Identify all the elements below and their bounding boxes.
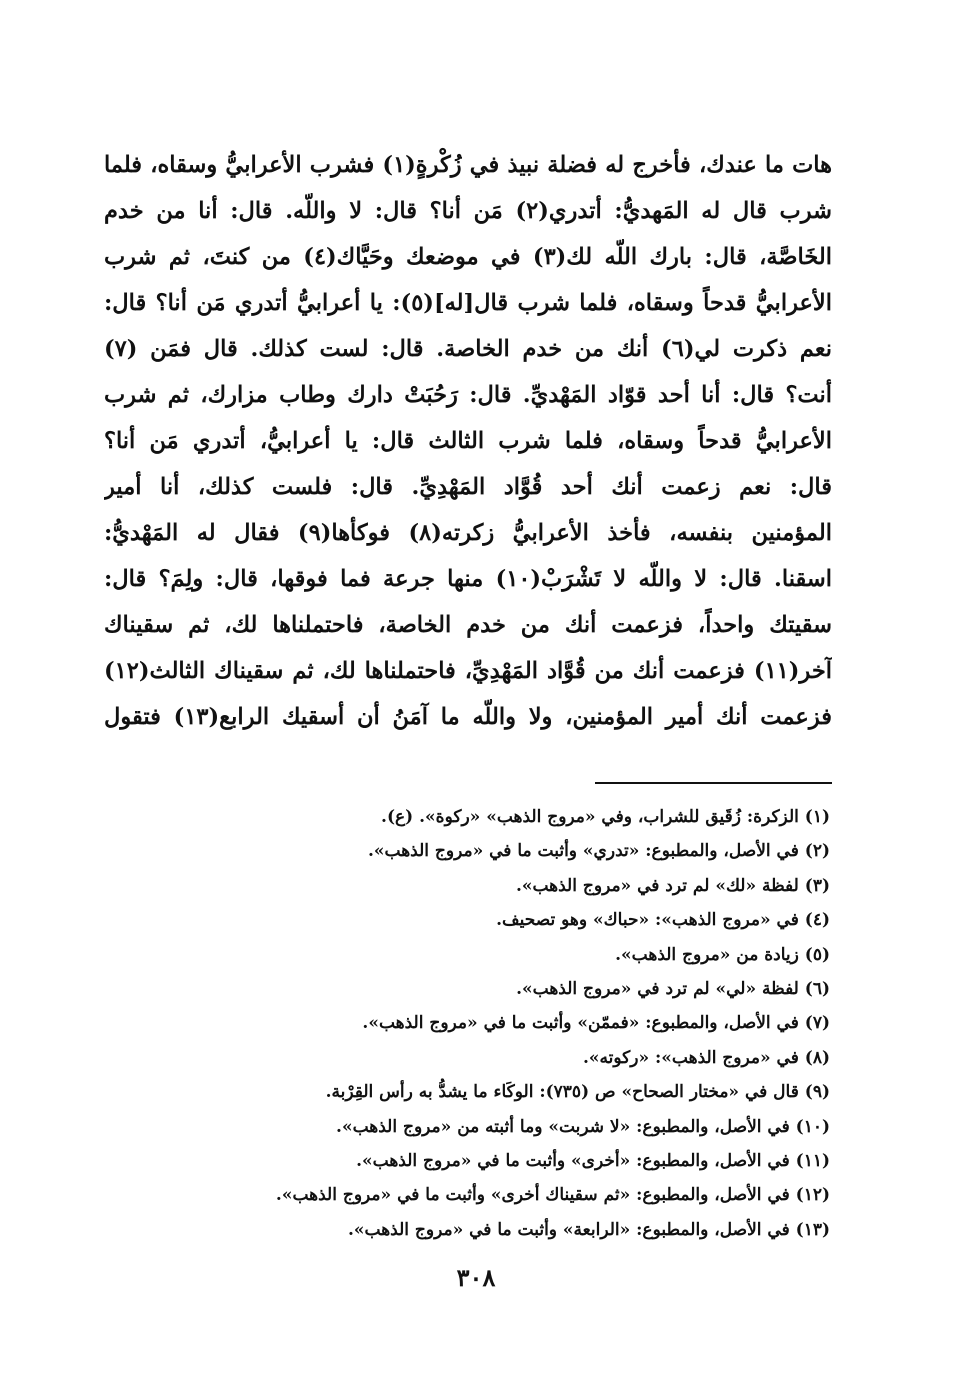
footnote-item: (١١) في الأصل، والمطبوع: «أخرى» وأثبت ما في «مروج الذهب».: [356, 1150, 830, 1171]
page-number: ٣٠٨: [456, 1263, 496, 1292]
footnote-divider: [595, 782, 832, 784]
main-text-line: أنت؟ قال: أنا أحد قوّاد المَهْديِّ. قال: رَحُبَتْ دارك وطاب مزارك، ثم شرب: [104, 382, 832, 408]
main-text-line: نعم ذكرت لي(٦) أنك من خدم الخاصة. قال: لست كذلك. قال فمَن (٧): [104, 336, 832, 362]
footnote-item: (١٢) في الأصل، والمطبوع: «ثم سقيناك أخرى» وأثبت ما في «مروج الذهب».: [275, 1185, 830, 1206]
footnote-item: (٨) في «مروج الذهب»: «ركوته».: [583, 1047, 830, 1068]
main-text-line: قال: نعم زعمت أنك أحد قُوَّاد المَهْدِيِّ. قال: فلست كذلك، أنا أمير: [104, 474, 832, 500]
footnote-item: (٧) في الأصل، والمطبوع: «فممّن» وأثبت ما في «مروج الذهب».: [362, 1013, 830, 1034]
footnote-item: (٢) في الأصل، والمطبوع: «تدري» وأثبت ما في «مروج الذهب».: [367, 841, 830, 862]
main-text-line: اسقنا. قال: لا واللّه لا تَشْرَبْ(١٠) منها جرعة فما فوقها، قال: ولِمَ؟ قال:: [104, 566, 832, 592]
main-text-line: فزعمت أنك أمير المؤمنين، ولا واللّه ما آمَنُ أن أسقيك الرابع(١٣) فتقول: [104, 704, 832, 730]
footnotes-list: [190, 800, 830, 1247]
footnote-item: (١) الزكرة: زُقَيق للشراب، وفي «مروج الذهب» «ركوة». (ع).: [381, 807, 830, 827]
main-text-line: سقيتك واحداً، فزعمت أنك من خدم الخاصة، فاحتملناها لك، ثم سقيناك: [104, 612, 832, 638]
main-text-line: هات ما عندك، فأخرج له فضلة نبيذ في زُكْرةٍ(١) فشرب الأعرابيُّ وسقاه، فلما: [104, 152, 832, 178]
main-text-block: [104, 142, 832, 740]
main-text-line: آخر(١١) فزعمت أنك من قُوَّاد المَهْدِيِّ، فاحتملناها لك، ثم سقيناك الثالث(١٢): [104, 658, 832, 684]
footnote-item: (٦) لفظة «لي» لم ترد في «مروج الذهب».: [516, 978, 830, 999]
main-text-line: الخَاصَّة، قال: بارك اللّه لك(٣) في موضعك وحَيَّاك(٤) من كنتَ، ثم شرب: [104, 244, 832, 270]
footnote-item: (١٠) في الأصل، والمطبوع: «لا شربت» وما أثبته من «مروج الذهب».: [336, 1116, 830, 1137]
footnote-item: (٩) قال في «مختار الصحاح» ص (٧٣٥): الوكَاء ما يشدُّ به رأس القِرْبة.: [325, 1082, 830, 1103]
main-text-line: شرب قال له المَهديُّ: أتدري(٢) مَن أنا؟ قال: لا واللّه. قال: أنا من خدم: [104, 198, 832, 224]
main-text-line: الأعرابيُّ قدحاً وسقاه، فلما شرب قال[له](٥): يا أعرابيُّ أتدري مَن أنا؟ قال:: [104, 290, 832, 316]
main-text-line: المؤمنين بنفسه، فأخذ الأعرابيُّ زكرته(٨) فوكأها(٩) فقال له المَهْديُّ:: [104, 520, 832, 546]
footnote-item: (٤) في «مروج الذهب»: «حباك» وهو تصحيف.: [496, 910, 830, 931]
footnote-item: (١٣) في الأصل، والمطبوع: «الرابعة» وأثبت ما في «مروج الذهب».: [347, 1219, 830, 1240]
footnote-item: (٥) زيادة من «مروج الذهب».: [615, 944, 830, 965]
main-text-line: الأعرابيُّ قدحاً وسقاه، فلما شرب الثالث قال: يا أعرابيُّ، أتدري مَن أنا؟: [104, 428, 832, 454]
footnote-item: (٣) لفظة «لك» لم ترد في «مروج الذهب».: [515, 875, 830, 896]
